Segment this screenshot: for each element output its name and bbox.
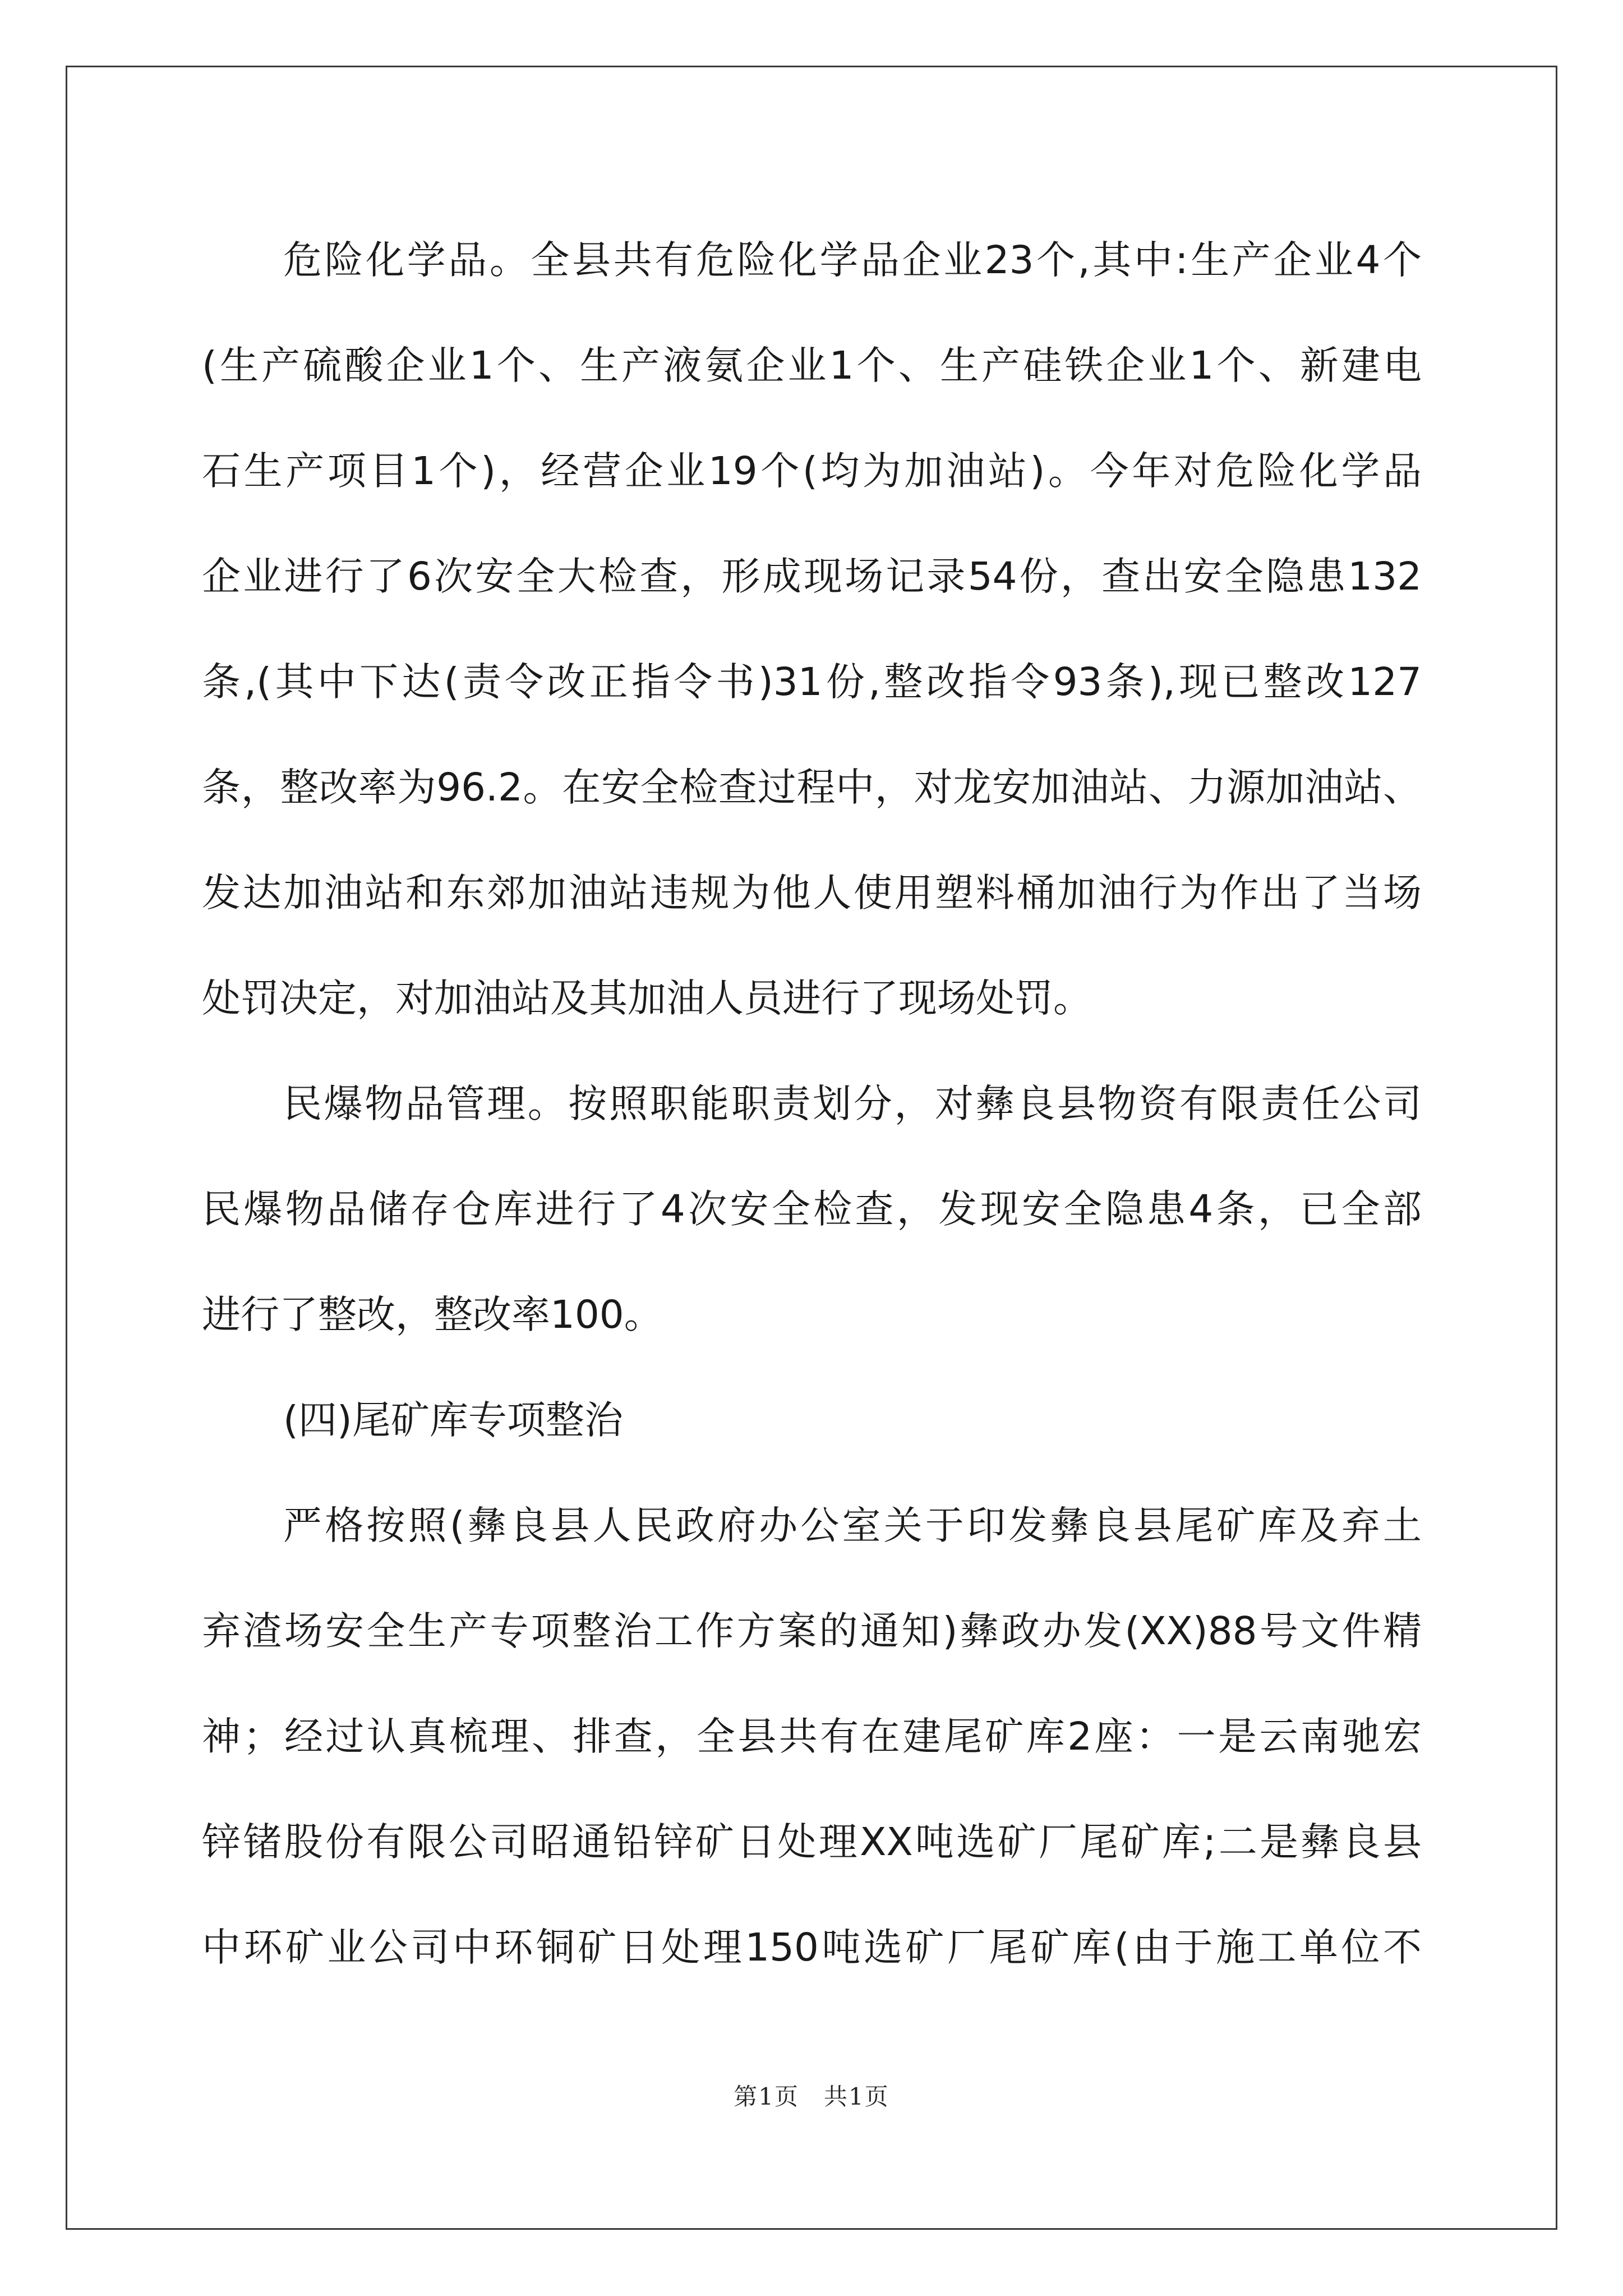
paragraph-line: 民爆物品储存仓库进行了4次安全检查，发现安全隐患4条，已全部: [202, 1187, 1422, 1232]
document-body: [202, 208, 1422, 2000]
paragraph-line: 进行了整改，整改率100。: [202, 1292, 663, 1337]
paragraph-line: 神；经过认真梳理、排查，全县共有在建尾矿库2座：一是云南驰宏: [202, 1714, 1422, 1759]
section-heading: (四)尾矿库专项整治: [283, 1398, 623, 1443]
paragraph-line: 严格按照(彝良县人民政府办公室关于印发彝良县尾矿库及弃土: [283, 1503, 1422, 1548]
page-number-footer: 第1页 共1页: [734, 2083, 889, 2110]
paragraph-line: 弃渣场安全生产专项整治工作方案的通知)彝政办发(XX)88号文件精: [202, 1609, 1422, 1654]
paragraph-line: 石生产项目1个)，经营企业19个(均为加油站)。今年对危险化学品: [202, 449, 1422, 494]
paragraph-line: 条,(其中下达(责令改正指令书)31份,整改指令93条),现已整改127: [202, 660, 1422, 705]
paragraph-line: 危险化学品。全县共有危险化学品企业23个,其中:生产企业4个: [283, 238, 1422, 283]
paragraph-line: 民爆物品管理。按照职能职责划分，对彝良县物资有限责任公司: [283, 1082, 1422, 1126]
paragraph-line: 锌锗股份有限公司昭通铅锌矿日处理XX吨选矿厂尾矿库;二是彝良县: [202, 1820, 1422, 1865]
paragraph-line: 处罚决定，对加油站及其加油人员进行了现场处罚。: [202, 976, 1092, 1021]
paragraph-line: (生产硫酸企业1个、生产液氨企业1个、生产硅铁企业1个、新建电: [202, 343, 1422, 388]
paragraph-line: 条，整改率为96.2。在安全检查过程中，对龙安加油站、力源加油站、: [202, 765, 1422, 810]
paragraph-line: 企业进行了6次安全大检查，形成现场记录54份，查出安全隐患132: [202, 554, 1422, 599]
paragraph-line: 发达加油站和东郊加油站违规为他人使用塑料桶加油行为作出了当场: [202, 871, 1422, 915]
paragraph-line: 中环矿业公司中环铜矿日处理150吨选矿厂尾矿库(由于施工单位不: [202, 1925, 1422, 1970]
